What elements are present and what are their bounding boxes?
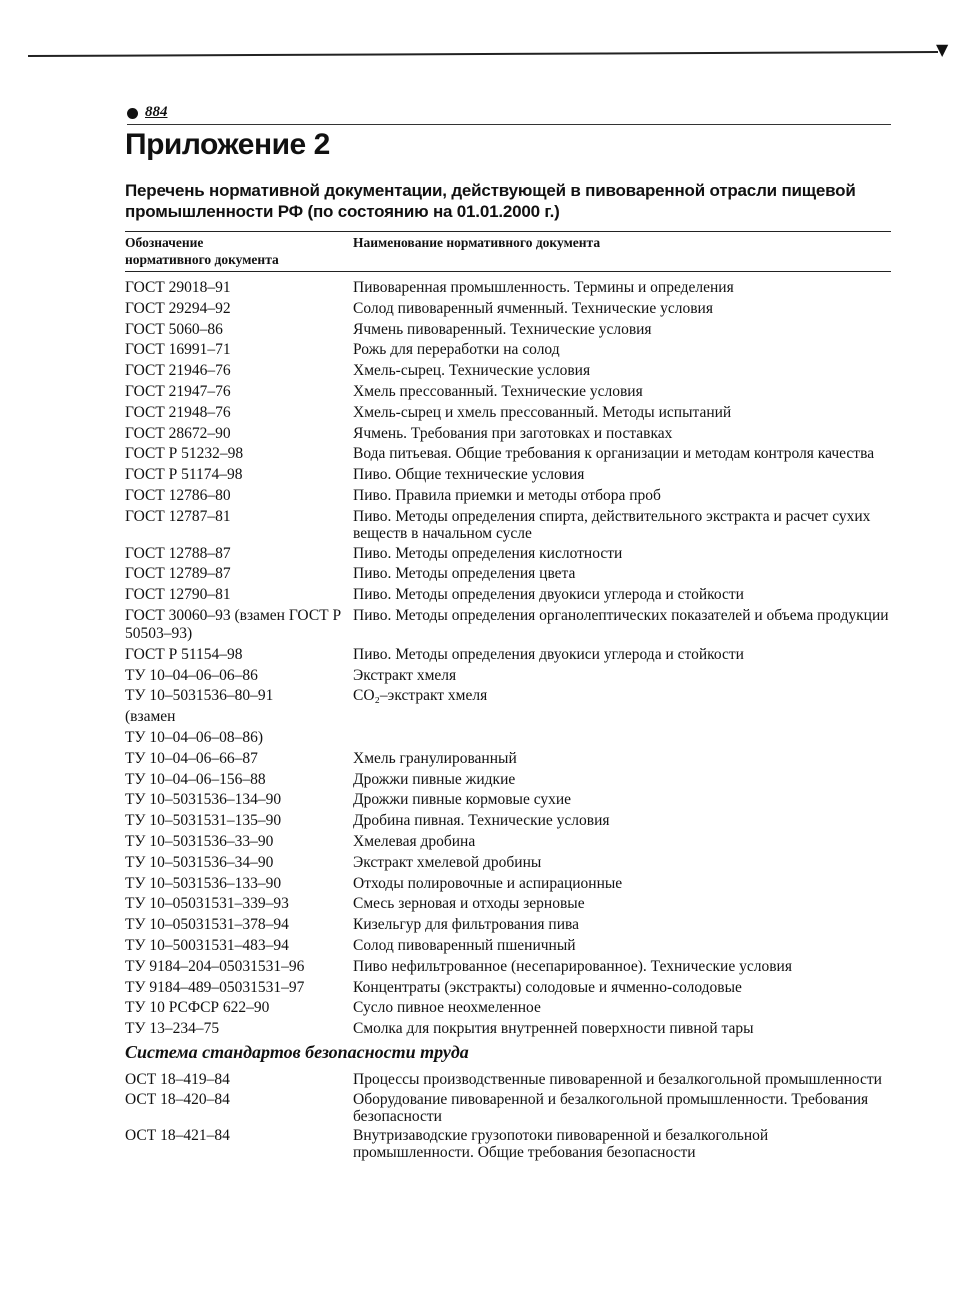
document-code: ОСТ 18–421–84 <box>125 1127 230 1145</box>
document-name: Внутризаводские грузопотоки пивоваренной и безалкогольной промышленности. Общие требования безопасности <box>353 1127 769 1162</box>
document-code: ТУ 9184–489–05031531–97 <box>125 978 305 996</box>
document-name: Хмелевая дробина <box>353 832 476 850</box>
document-name: Экстракт хмелевой дробины <box>353 853 542 871</box>
document-code: ГОСТ 29294–92 <box>125 299 231 317</box>
document-code: ГОСТ 21947–76 <box>125 382 231 400</box>
document-code: ГОСТ 16991–71 <box>125 341 231 359</box>
table-row <box>125 341 891 359</box>
table-row <box>125 812 891 830</box>
document-name: Рожь для переработки на солод <box>353 341 560 359</box>
table-row <box>125 565 891 583</box>
table-row <box>125 1127 891 1161</box>
document-code: ТУ 10 РСФСР 622–90 <box>125 999 270 1017</box>
document-code: ГОСТ Р 51174–98 <box>125 466 243 484</box>
table-row <box>125 586 891 604</box>
table-row <box>125 466 891 484</box>
document-code: ГОСТ 12789–87 <box>125 565 231 583</box>
table-row <box>125 750 891 768</box>
document-code: ГОСТ 12786–80 <box>125 486 231 504</box>
table-row <box>125 687 891 705</box>
document-code: ТУ 10–5031536–134–90 <box>125 791 282 809</box>
bullet-icon <box>127 108 138 119</box>
table-row <box>125 1071 891 1089</box>
table-row <box>125 958 891 976</box>
document-code: ГОСТ 5060–86 <box>125 320 223 338</box>
document-name: Дробина пивная. Технические условия <box>353 812 610 830</box>
table-row <box>125 279 891 297</box>
table-row <box>125 979 891 997</box>
document-name: Пиво. Методы определения органолептических показателей и объема продукции <box>353 606 889 624</box>
document-name: Вода питьевая. Общие требования к организации и методам контроля качества <box>353 445 875 463</box>
document-code: ТУ 10–5031536–33–90 <box>125 832 274 850</box>
table-row <box>125 646 891 664</box>
document-name: Дрожжи пивные жидкие <box>353 770 516 788</box>
top-rule <box>28 51 938 57</box>
table-top-rule <box>125 231 891 232</box>
document-code: ТУ 10–5031536–80–91 <box>125 687 274 705</box>
table-row <box>125 362 891 380</box>
table-row <box>125 445 891 463</box>
document-name: Пиво нефильтрованное (несепарированное). Технические условия <box>353 957 792 975</box>
document-name <box>353 729 891 747</box>
table-row <box>125 875 891 893</box>
section-rows <box>125 1071 891 1161</box>
table-row <box>125 404 891 422</box>
table-row <box>125 321 891 339</box>
document-name: Пиво. Методы определения спирта, действительного экстракта и расчет сухих веществ в начальном сусле <box>353 507 871 542</box>
table-row <box>125 1091 891 1125</box>
table-row <box>125 916 891 934</box>
document-code: ТУ 10–04–06–06–86 <box>125 666 258 684</box>
page-subtitle: Перечень нормативной документации, действующей в пивоваренной отрасли пищевой промышленности РФ (по состоянию на 01.01.2000 г.) <box>125 181 856 221</box>
table-row <box>125 729 891 747</box>
document-code: ТУ 10–05031531–339–93 <box>125 895 289 913</box>
document-code: ТУ 10–5031536–34–90 <box>125 853 274 871</box>
document-code: ГОСТ 29018–91 <box>125 279 231 296</box>
document-name: Оборудование пивоваренной и безалкогольной промышленности. Требования безопасности <box>353 1091 869 1126</box>
document-code: ТУ 9184–204–05031531–96 <box>125 957 305 975</box>
page-title: Приложение 2 <box>125 128 330 161</box>
document-code: ТУ 10–04–06–156–88 <box>125 770 266 788</box>
document-name: Кизельгур для фильтрования пива <box>353 916 579 934</box>
document-name: Концентраты (экстракты) солодовые и ячменно-солодовые <box>353 978 742 996</box>
header-code-line2: нормативного документа <box>125 252 279 267</box>
document-name: Пиво. Правила приемки и методы отбора проб <box>353 486 661 504</box>
document-name: Ячмень пивоваренный. Технические условия <box>353 320 652 338</box>
document-code: ГОСТ 21948–76 <box>125 403 231 421</box>
document-code: (взамен <box>125 708 176 726</box>
document-code: ТУ 10–5031536–133–90 <box>125 874 282 892</box>
table-row <box>125 791 891 809</box>
document-name: Экстракт хмеля <box>353 666 457 684</box>
table-body <box>125 279 891 1163</box>
table-row <box>125 300 891 318</box>
document-name: Хмель гранулированный <box>353 749 517 767</box>
document-name: Ячмень. Требования при заготовках и поставках <box>353 424 673 442</box>
document-code: ГОСТ Р 51232–98 <box>125 445 244 463</box>
table-header-rule <box>125 271 891 272</box>
table-row <box>125 854 891 872</box>
header-code <box>125 234 279 268</box>
table-row <box>125 937 891 955</box>
main-rows <box>125 279 891 1038</box>
table-row <box>125 833 891 851</box>
table-row <box>125 607 891 643</box>
document-name: Дрожжи пивные кормовые сухие <box>353 791 572 809</box>
document-code: ГОСТ Р 51154–98 <box>125 645 243 663</box>
document-code: ТУ 10–5031531–135–90 <box>125 812 282 830</box>
document-name: Процессы производственные пивоваренной и безалкогольной промышленности <box>353 1071 882 1089</box>
table-row <box>125 508 891 542</box>
page-number-row <box>127 104 891 125</box>
section-title: Система стандартов безопасности труда <box>125 1042 469 1063</box>
table-row <box>125 383 891 401</box>
header-name: Наименование нормативного документа <box>353 235 601 250</box>
table-row <box>125 545 891 563</box>
document-code: ГОСТ 28672–90 <box>125 424 231 442</box>
table-row <box>125 667 891 685</box>
document-name: Хмель прессованный. Технические условия <box>353 382 643 400</box>
document-code: ТУ 10–50031531–483–94 <box>125 936 289 954</box>
document-code: ТУ 10–05031531–378–94 <box>125 916 289 934</box>
document-name: Смесь зерновая и отходы зерновые <box>353 895 585 913</box>
document-name: Пиво. Методы определения кислотности <box>353 544 623 562</box>
document-name: Пиво. Методы определения цвета <box>353 565 576 583</box>
document-code: ГОСТ 12790–81 <box>125 586 231 604</box>
table-row <box>125 708 891 726</box>
table-row <box>125 425 891 443</box>
document-name: Хмель-сырец и хмель прессованный. Методы испытаний <box>353 403 732 421</box>
document-name: Солод пивоваренный пшеничный <box>353 936 576 954</box>
header-code-line1: Обозначение <box>125 235 204 250</box>
document-code: ОСТ 18–420–84 <box>125 1091 230 1109</box>
document-name: Хмель-сырец. Технические условия <box>353 362 591 380</box>
document-name: Пивоваренная промышленность. Термины и определения <box>353 279 734 296</box>
table-row <box>125 487 891 505</box>
document-name: Отходы полировочные и аспирационные <box>353 874 623 892</box>
corner-mark-icon: ▼ <box>936 40 949 59</box>
document-name: Пиво. Методы определения двуокиси углерода и стойкости <box>353 645 744 663</box>
document-name: CO₂–экстракт хмеля <box>353 687 488 705</box>
document-code: ТУ 10–04–06–66–87 <box>125 749 258 767</box>
document-code: ГОСТ 30060–93 (взамен ГОСТ Р 50503–93) <box>125 606 342 642</box>
document-code: ТУ 10–04–06–08–86) <box>125 728 263 746</box>
document-name: Пиво. Общие технические условия <box>353 466 585 484</box>
document-code: ГОСТ 12787–81 <box>125 507 231 525</box>
table-row <box>125 999 891 1017</box>
table-row <box>125 771 891 789</box>
table-row <box>125 1020 891 1038</box>
document-code: ТУ 13–234–75 <box>125 1020 220 1038</box>
document-code: ГОСТ 12788–87 <box>125 544 231 562</box>
document-name: Смолка для покрытия внутренней поверхности пивной тары <box>353 1020 754 1038</box>
document-code: ОСТ 18–419–84 <box>125 1071 230 1089</box>
document-name: Сусло пивное неохмеленное <box>353 999 541 1017</box>
document-name: Пиво. Методы определения двуокиси углерода и стойкости <box>353 586 744 604</box>
page-number: 884 <box>145 104 168 120</box>
document-name <box>353 708 891 726</box>
table-row <box>125 895 891 913</box>
document-name: Солод пивоваренный ячменный. Технические условия <box>353 299 713 317</box>
document-code: ГОСТ 21946–76 <box>125 362 231 380</box>
